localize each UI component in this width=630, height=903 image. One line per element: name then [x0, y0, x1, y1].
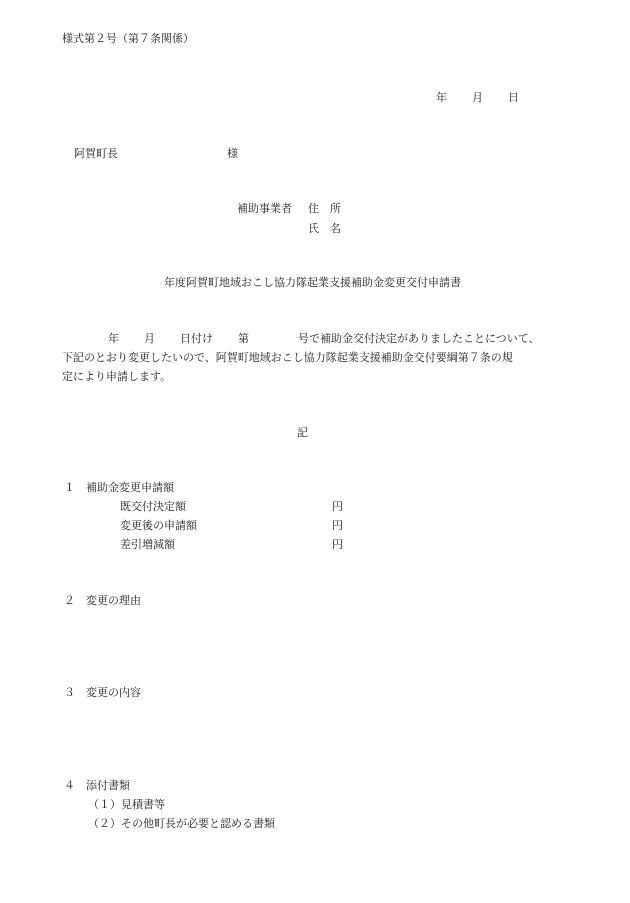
- amount-label: 既交付決定額: [120, 500, 186, 513]
- amount-label: 差引増減額: [120, 538, 175, 551]
- body-line2: 下記のとおり変更したいので、阿賀町地域おこし協力隊起業支援補助金交付要綱第７条の規: [62, 351, 513, 364]
- form-number: 様式第２号（第７条関係）: [62, 32, 194, 45]
- amount-unit: 円: [332, 538, 343, 551]
- amount-unit: 円: [332, 500, 343, 513]
- addressee-name: 阿賀町長: [74, 147, 118, 160]
- document-title: 年度阿賀町地域おこし協力隊起業支援補助金変更交付申請書: [164, 276, 461, 289]
- body-year-label: 年: [108, 332, 119, 345]
- addressee-honorific: 様: [227, 147, 238, 160]
- section-4-heading: ４ 添付書類: [64, 779, 130, 792]
- amount-label: 変更後の申請額: [120, 519, 197, 532]
- date-year-label: 年: [436, 91, 447, 104]
- body-date-suffix: 日付け: [180, 332, 213, 345]
- body-month-label: 月: [144, 332, 155, 345]
- amount-unit: 円: [332, 519, 343, 532]
- body-dai-label: 第: [238, 332, 249, 345]
- applicant-address-label: 住 所: [308, 202, 341, 215]
- section-3-heading: ３ 変更の内容: [64, 686, 141, 699]
- section-2-heading: ２ 変更の理由: [64, 594, 141, 607]
- attachment-item: （２）その他町長が必要と認める書類: [88, 817, 275, 830]
- ki-heading: 記: [297, 426, 308, 439]
- section-1-heading: １ 補助金変更申請額: [64, 481, 174, 494]
- applicant-label: 補助事業者: [237, 202, 292, 215]
- applicant-name-label: 氏 名: [308, 222, 341, 235]
- body-line1-rest: 号で補助金交付決定がありましたことについて、: [298, 332, 540, 345]
- date-day-label: 日: [508, 91, 519, 104]
- attachment-item: （１）見積書等: [88, 798, 165, 811]
- date-month-label: 月: [472, 91, 483, 104]
- body-line3: 定により申請します。: [62, 370, 172, 383]
